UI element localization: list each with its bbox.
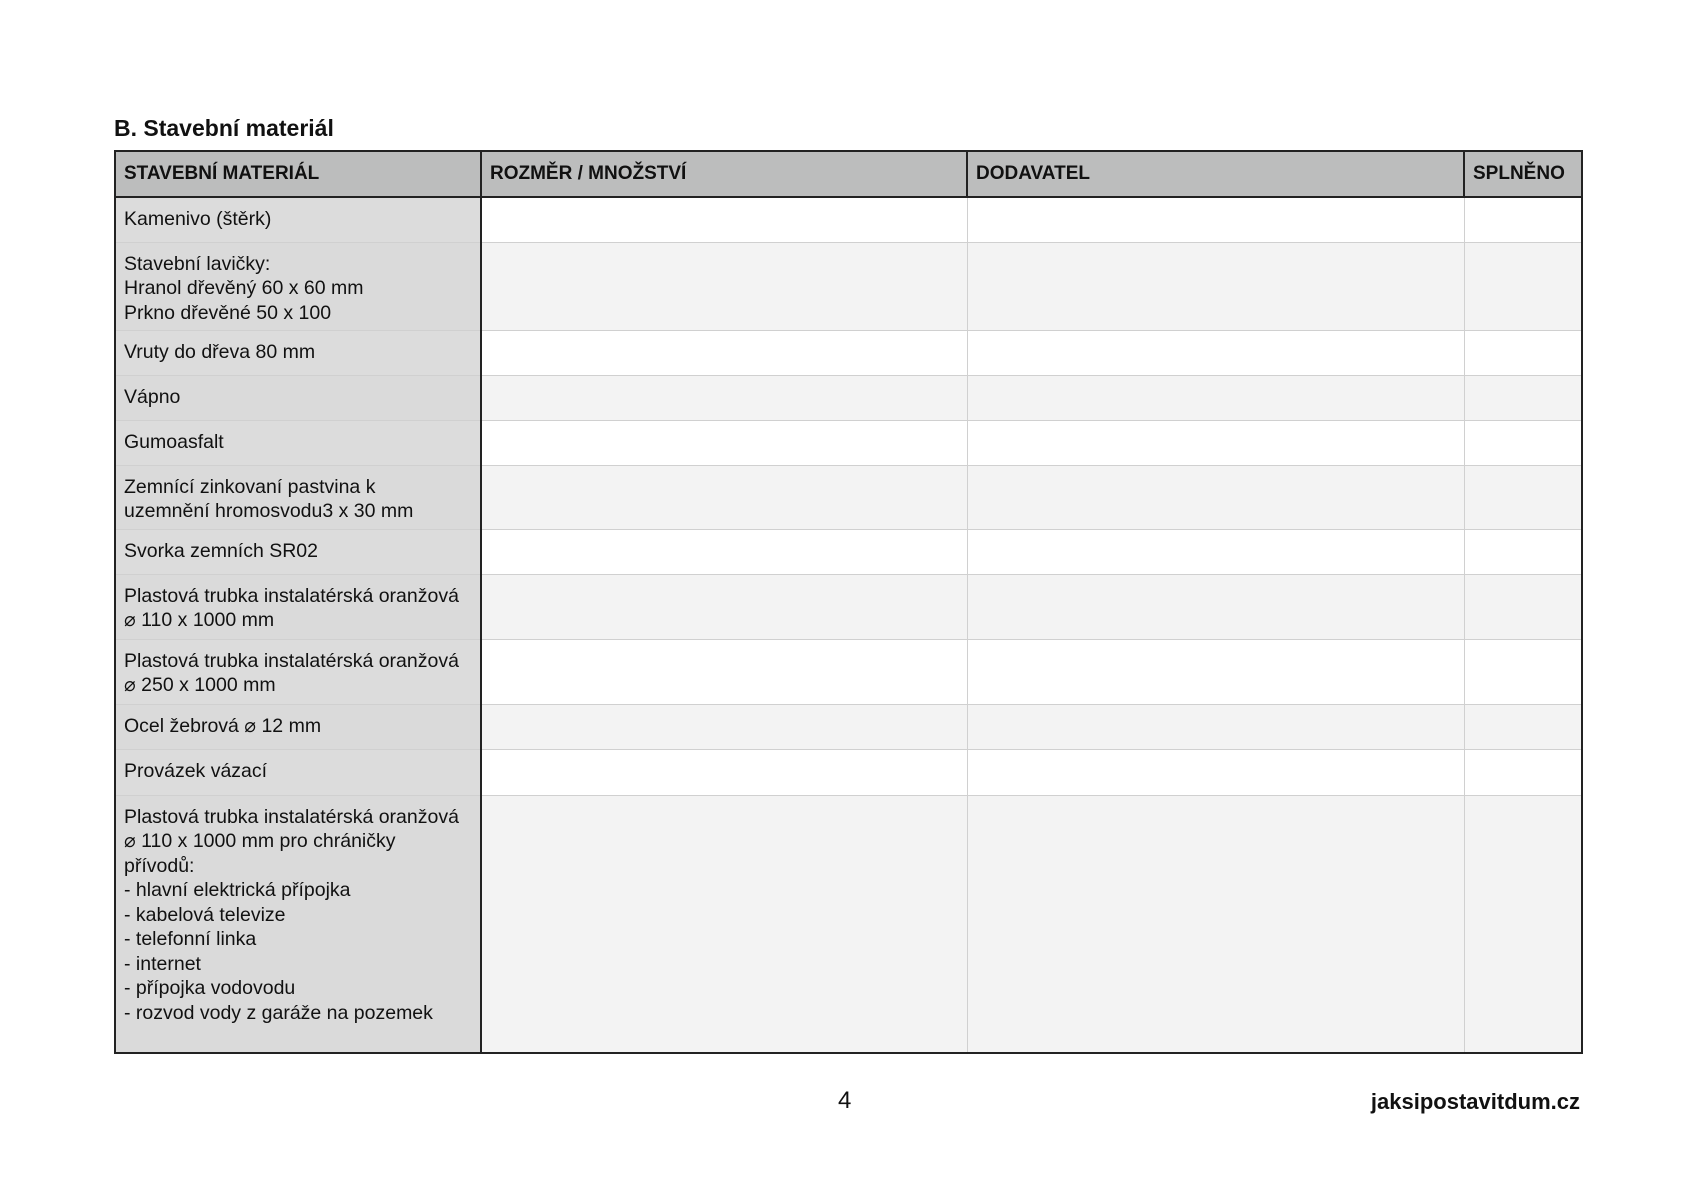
material-cell: Plastová trubka instalatérská oranžová ⌀ 110 x 1000 mm	[115, 574, 481, 639]
quantity-cell[interactable]	[481, 197, 967, 242]
header-row	[115, 151, 1582, 197]
material-cell: Vruty do dřeva 80 mm	[115, 330, 481, 375]
quantity-cell[interactable]	[481, 529, 967, 574]
table-row	[115, 420, 1582, 465]
material-cell: Stavební lavičky: Hranol dřevěný 60 x 60 mm Prkno dřevěné 50 x 100	[115, 242, 481, 330]
material-cell: Ocel žebrová ⌀ 12 mm	[115, 704, 481, 749]
quantity-cell[interactable]	[481, 242, 967, 330]
quantity-cell[interactable]	[481, 465, 967, 529]
table-row	[115, 465, 1582, 529]
material-cell: Gumoasfalt	[115, 420, 481, 465]
done-cell[interactable]	[1464, 529, 1582, 574]
material-cell: Plastová trubka instalatérská oranžová ⌀ 110 x 1000 mm pro chráničky přívodů: - hlavní elektrická přípojka - kabelová televize - telefonní linka - internet - přípojka vodovodu - rozvod vody z garáže na pozemek	[115, 795, 481, 1053]
header-material: STAVEBNÍ MATERIÁL	[115, 151, 481, 197]
table-row	[115, 704, 1582, 749]
done-cell[interactable]	[1464, 574, 1582, 639]
supplier-cell[interactable]	[967, 529, 1464, 574]
done-cell[interactable]	[1464, 330, 1582, 375]
material-table	[114, 150, 1583, 1054]
material-cell: Svorka zemních SR02	[115, 529, 481, 574]
quantity-cell[interactable]	[481, 330, 967, 375]
material-cell: Provázek vázací	[115, 749, 481, 795]
done-cell[interactable]	[1464, 465, 1582, 529]
done-cell[interactable]	[1464, 197, 1582, 242]
section-title: B. Stavební materiál	[114, 115, 334, 141]
table-row	[115, 749, 1582, 795]
table-row	[115, 639, 1582, 704]
supplier-cell[interactable]	[967, 375, 1464, 420]
material-cell: Plastová trubka instalatérská oranžová ⌀ 250 x 1000 mm	[115, 639, 481, 704]
quantity-cell[interactable]	[481, 420, 967, 465]
supplier-cell[interactable]	[967, 420, 1464, 465]
table-row	[115, 197, 1582, 242]
material-cell: Vápno	[115, 375, 481, 420]
supplier-cell[interactable]	[967, 197, 1464, 242]
supplier-cell[interactable]	[967, 795, 1464, 1053]
table-row	[115, 330, 1582, 375]
site-name: jaksipostavitdum.cz	[1370, 1089, 1580, 1114]
supplier-cell[interactable]	[967, 330, 1464, 375]
supplier-cell[interactable]	[967, 704, 1464, 749]
quantity-cell[interactable]	[481, 795, 967, 1053]
done-cell[interactable]	[1464, 242, 1582, 330]
header-done: SPLNĚNO	[1464, 151, 1582, 197]
done-cell[interactable]	[1464, 749, 1582, 795]
done-cell[interactable]	[1464, 704, 1582, 749]
supplier-cell[interactable]	[967, 465, 1464, 529]
table-row	[115, 795, 1582, 1053]
header-quantity: ROZMĚR / MNOŽSTVÍ	[481, 151, 967, 197]
quantity-cell[interactable]	[481, 375, 967, 420]
done-cell[interactable]	[1464, 375, 1582, 420]
done-cell[interactable]	[1464, 420, 1582, 465]
quantity-cell[interactable]	[481, 574, 967, 639]
table-row	[115, 574, 1582, 639]
supplier-cell[interactable]	[967, 574, 1464, 639]
material-cell: Zemnící zinkovaní pastvina k uzemnění hromosvodu3 x 30 mm	[115, 465, 481, 529]
done-cell[interactable]	[1464, 639, 1582, 704]
material-cell: Kamenivo (štěrk)	[115, 197, 481, 242]
done-cell[interactable]	[1464, 795, 1582, 1053]
supplier-cell[interactable]	[967, 749, 1464, 795]
supplier-cell[interactable]	[967, 639, 1464, 704]
header-supplier: DODAVATEL	[967, 151, 1464, 197]
page-number: 4	[838, 1087, 852, 1114]
supplier-cell[interactable]	[967, 242, 1464, 330]
table-row	[115, 242, 1582, 330]
quantity-cell[interactable]	[481, 639, 967, 704]
quantity-cell[interactable]	[481, 704, 967, 749]
table-row	[115, 529, 1582, 574]
quantity-cell[interactable]	[481, 749, 967, 795]
table-row	[115, 375, 1582, 420]
